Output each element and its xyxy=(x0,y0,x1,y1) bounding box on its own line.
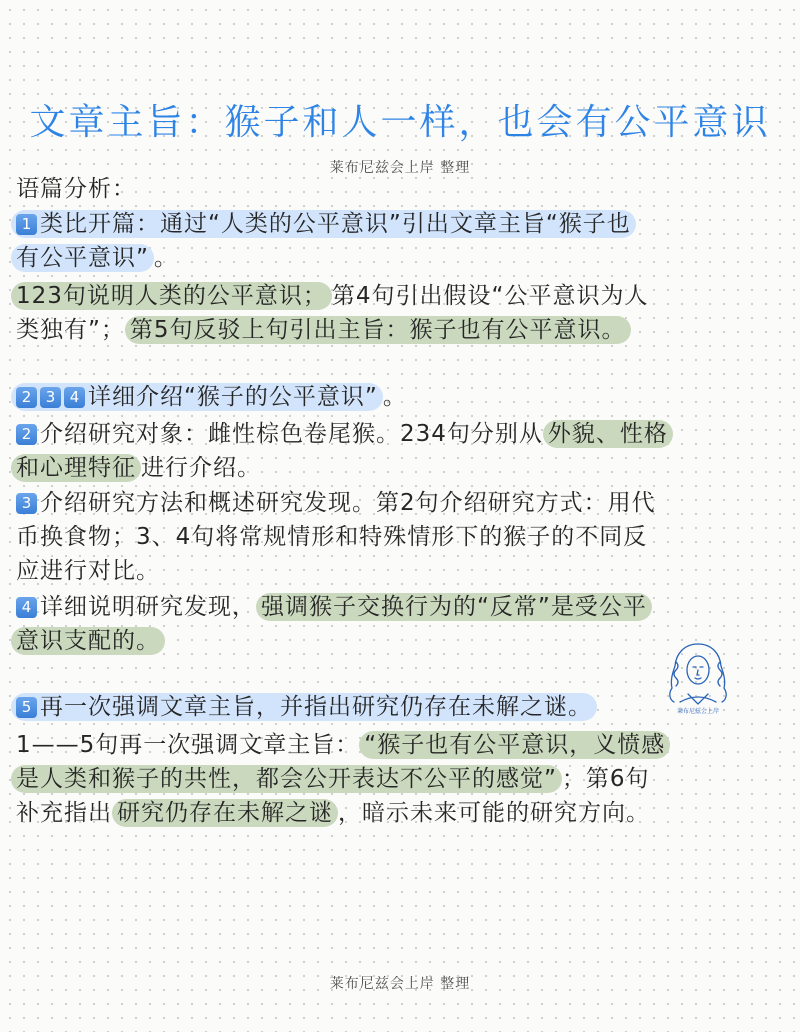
p2-item2-line1 xyxy=(16,419,673,449)
p3-line1-start: 1——5句再一次强调文章主旨： xyxy=(16,732,360,758)
p3-line2-rest: ；第6句 xyxy=(561,766,650,792)
badge-4-icon: 4 xyxy=(16,597,37,618)
analysis-heading: 语篇分析： xyxy=(16,176,136,202)
p2-item2-line2 xyxy=(16,453,261,483)
badge-2-icon: 2 xyxy=(16,387,37,408)
p3-heading xyxy=(16,692,597,722)
p3-heading-text: 再一次强调文章主旨，并指出研究仍存在未解之谜。 xyxy=(40,694,592,720)
author-credit-top: 莱布尼兹会上岸 整理 xyxy=(329,160,471,176)
p2-heading xyxy=(16,382,407,412)
badge-3-icon: 3 xyxy=(16,493,37,514)
p2-item2-line2-highlight: 和心理特征 xyxy=(11,454,141,482)
p2-item3-line3: 应进行对比。 xyxy=(16,558,160,584)
p1-line2 xyxy=(16,243,178,273)
p2-item4-line2 xyxy=(16,626,165,656)
p3-line3-highlight: 研究仍存在未解之谜 xyxy=(112,799,338,827)
p1-line4-start: 类独有”； xyxy=(16,317,125,343)
p2-item3-line2: 币换食物；3、4句将常规情形和特殊情形下的猴子的不同反 xyxy=(16,524,648,550)
p2-heading-rest: 。 xyxy=(382,384,407,410)
p1-line4 xyxy=(16,315,631,345)
p1-line3-rest: 第4句引出假设“公平意识为人 xyxy=(331,283,649,309)
p3-line3 xyxy=(16,798,650,828)
badge-1-icon: 1 xyxy=(16,214,37,235)
p2-item4-line2-highlight: 意识支配的。 xyxy=(11,627,165,655)
badge-5-icon: 5 xyxy=(16,697,37,718)
p3-line1-highlight: “猴子也有公平意识，义愤感 xyxy=(359,731,670,759)
p2-heading-text: 详细介绍“猴子的公平意识” xyxy=(88,384,378,410)
p1-line2-rest: 。 xyxy=(153,245,178,271)
p1-line1-text: 类比开篇：通过“人类的公平意识”引出文章主旨“猴子也 xyxy=(40,211,631,237)
p3-line2-highlight: 是人类和猴子的共性，都会公开表达不公平的感觉” xyxy=(11,765,562,793)
p2-item3-line1 xyxy=(16,488,656,518)
p2-item4-line1 xyxy=(16,592,652,622)
author-credit-bottom: 莱布尼兹会上岸 整理 xyxy=(329,976,471,992)
p2-item4-line1-text: 详细说明研究发现， xyxy=(40,594,256,620)
portrait-caption: 莱布尼兹会上岸 xyxy=(676,708,720,715)
p1-line3 xyxy=(16,281,648,311)
badge-3-icon: 3 xyxy=(40,387,61,408)
p3-line3-start: 补充指出 xyxy=(16,800,112,826)
page-title: 文章主旨：猴子和人一样，也会有公平意识 xyxy=(29,102,771,143)
p2-item2-line1-highlight: 外貌、性格 xyxy=(543,420,673,448)
leibniz-portrait-icon xyxy=(658,636,738,716)
p2-item2-line1-text: 介绍研究对象：雌性棕色卷尾猴。234句分别从 xyxy=(40,421,543,447)
p3-line2 xyxy=(16,764,650,794)
p3-line1 xyxy=(16,730,670,760)
p2-item2-line2-rest: 进行介绍。 xyxy=(141,455,261,481)
p2-item4-line1-highlight: 强调猴子交换行为的“反常”是受公平 xyxy=(256,593,652,621)
p1-line3-highlight: 123句说明人类的公平意识； xyxy=(11,282,332,310)
p1-line1 xyxy=(16,209,636,239)
p1-line2-highlight: 有公平意识” xyxy=(11,244,154,272)
p2-item3-line1-text: 介绍研究方法和概述研究发现。第2句介绍研究方式：用代 xyxy=(40,490,656,516)
badge-4-icon: 4 xyxy=(64,387,85,408)
badge-2-icon: 2 xyxy=(16,424,37,445)
p1-line4-highlight: 第5句反驳上句引出主旨：猴子也有公平意识。 xyxy=(125,316,631,344)
p3-line3-rest: ，暗示未来可能的研究方向。 xyxy=(338,800,650,826)
